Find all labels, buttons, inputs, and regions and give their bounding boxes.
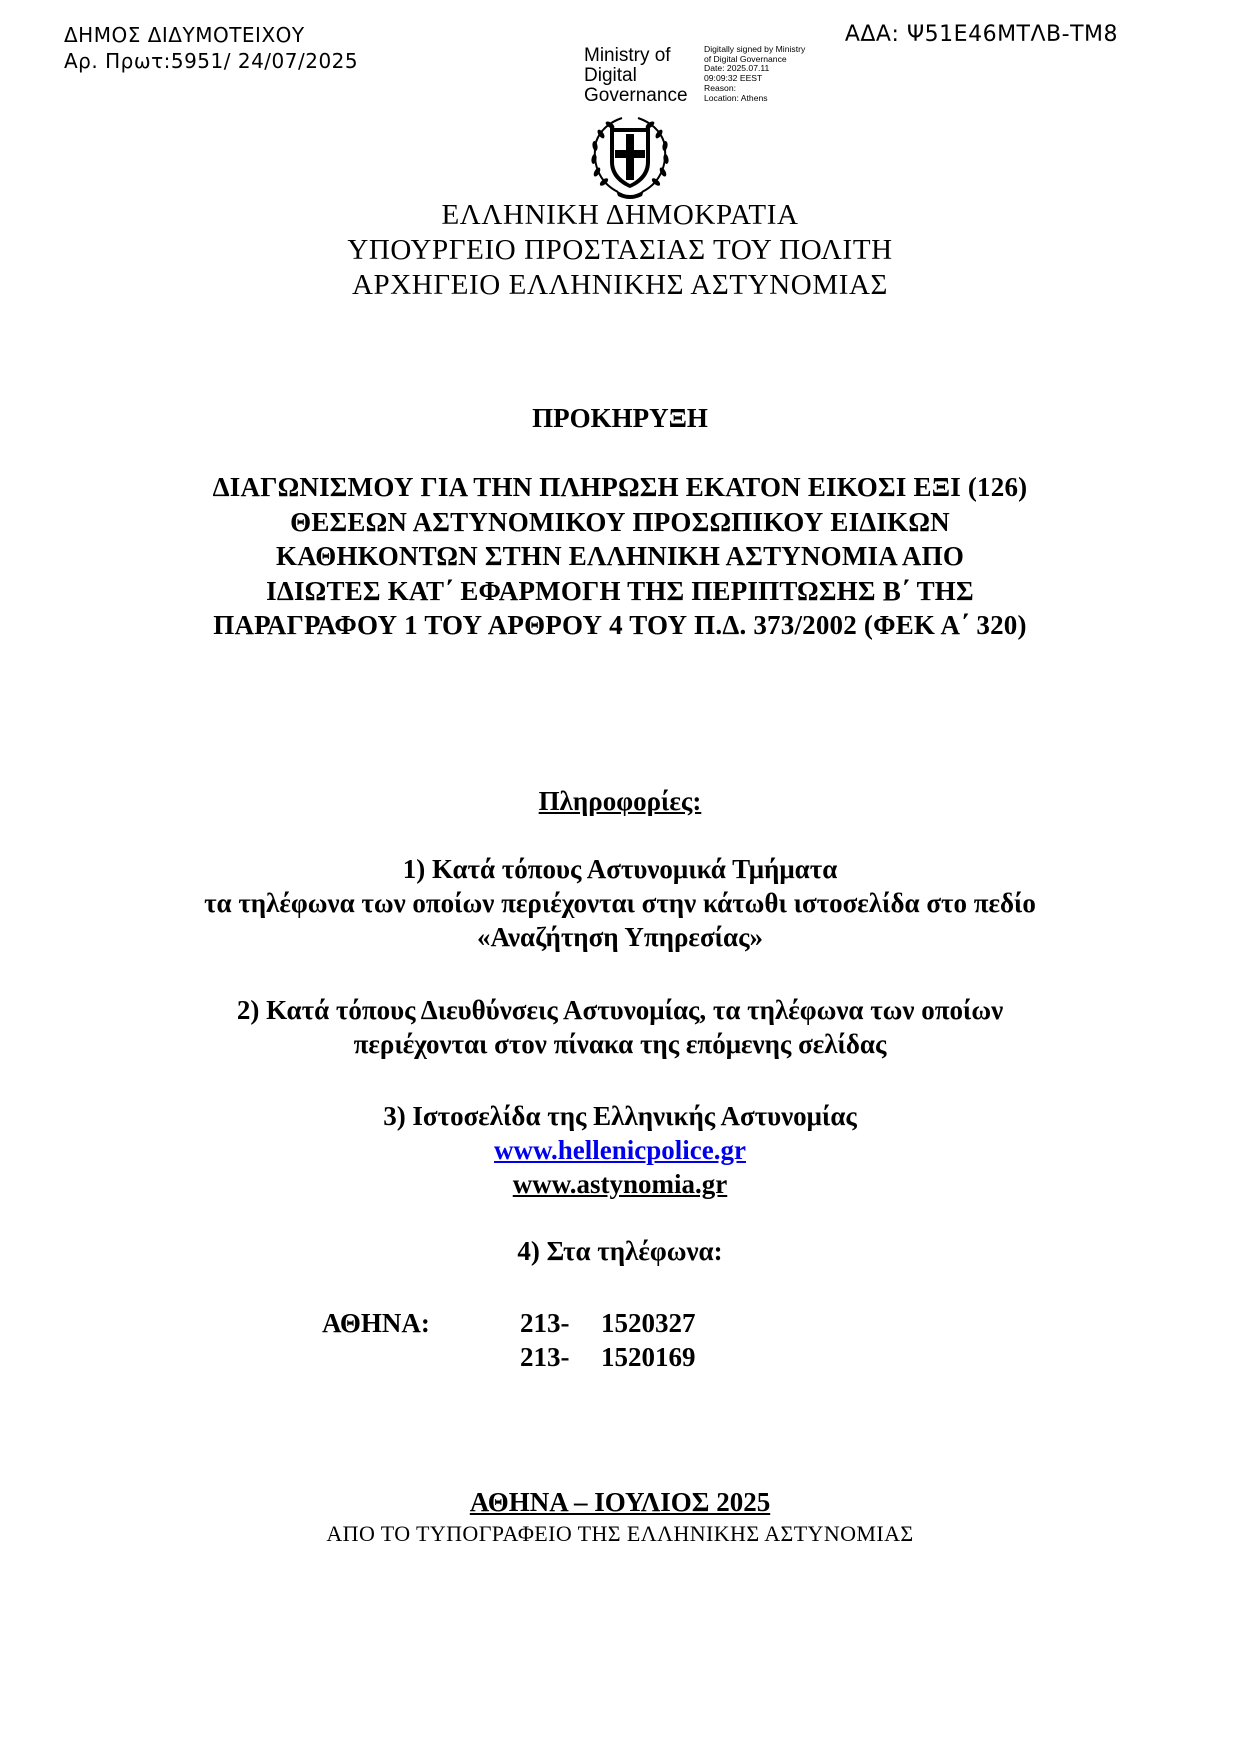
phone-prefix: 213-	[520, 1308, 570, 1338]
document-type-heading: ΠΡΟΚΗΡΥΞΗ	[532, 403, 708, 433]
signature-organization: Ministry of Digital Governance	[584, 45, 688, 106]
protocol-number: Αρ. Πρωτ:5951/ 24/07/2025	[64, 49, 359, 73]
republic-title: ΕΛΛΗΝΙΚΗ ΔΗΜΟΚΡΑΤΙΑ	[441, 199, 799, 231]
information-heading: Πληροφορίες:	[538, 786, 702, 816]
ada-code: ΑΔΑ: Ψ51Ε46ΜΤΛΒ-ΤΜ8	[844, 22, 1118, 47]
document-header-left	[64, 22, 358, 74]
municipality-name: ΔΗΜΟΣ ΔΙΔΥΜΟΤΕΙΧΟΥ	[64, 23, 305, 47]
greek-coat-of-arms-icon	[588, 112, 672, 200]
phone-number: 1520327	[601, 1308, 696, 1338]
issuing-authority	[0, 198, 1240, 303]
phone-city: ΑΘΗΝΑ:	[322, 1308, 430, 1338]
signature-details: Digitally signed by Ministry of Digital Governance Date: 2025.07.11 09:09:32 EEST Reason: Location: Athens	[704, 44, 806, 103]
hellenicpolice-link[interactable]: www.hellenicpolice.gr	[494, 1135, 746, 1165]
info-item-phones-heading: 4) Στα τηλέφωνα:	[517, 1236, 723, 1266]
info-item-police-stations: 1) Κατά τόπους Αστυνομικά Τμήματα τα τηλέφωνα των οποίων περιέχονται στην κάτωθι ιστοσελίδα στο πεδίο «Αναζήτηση Υπηρεσίας»	[204, 854, 1036, 952]
phone-prefix: 213-	[520, 1342, 570, 1372]
footer-place-date: ΑΘΗΝΑ – ΙΟΥΛΙΟΣ 2025	[469, 1487, 771, 1517]
astynomia-link[interactable]: www.astynomia.gr	[512, 1169, 728, 1199]
headquarters-title: ΑΡΧΗΓΕΙΟ ΕΛΛΗΝΙΚΗΣ ΑΣΤΥΝΟΜΙΑΣ	[351, 269, 889, 301]
ministry-title: ΥΠΟΥΡΓΕΙΟ ΠΡΟΣΤΑΣΙΑΣ ΤΟΥ ΠΟΛΙΤΗ	[347, 234, 893, 266]
document-subject: ΔΙΑΓΩΝΙΣΜΟΥ ΓΙΑ ΤΗΝ ΠΛΗΡΩΣΗ ΕΚΑΤΟΝ ΕΙΚΟΣΙ ΕΞΙ (126) ΘΕΣΕΩΝ ΑΣΤΥΝΟΜΙΚΟΥ ΠΡΟΣΩΠΙΚΟΥ ΕΙΔΙΚΩΝ ΚΑΘΗΚΟΝΤΩΝ ΣΤΗΝ ΕΛΛΗΝΙΚΗ ΑΣΤΥΝΟΜΙΑ ΑΠΟ ΙΔΙΩΤΕΣ ΚΑΤ΄ ΕΦΑΡΜΟΓΗ ΤΗΣ ΠΕΡΙΠΤΩΣΗΣ Β΄ ΤΗΣ ΠΑΡΑΓΡΑΦΟΥ 1 ΤΟΥ ΑΡΘΡΟΥ 4 ΤΟΥ Π.Δ. 373/2002 (ΦΕΚ Α΄ 320)	[212, 472, 1028, 640]
digital-signature	[584, 46, 844, 112]
footer-printer: ΑΠΟ ΤΟ ΤΥΠΟΓΡΑΦΕΙΟ ΤΗΣ ΕΛΛΗΝΙΚΗΣ ΑΣΤΥΝΟΜΙΑΣ	[326, 1521, 914, 1546]
info-item-websites: 3) Ιστοσελίδα της Ελληνικής Αστυνομίας www.hellenicpolice.gr www.astynomia.gr	[383, 1101, 857, 1199]
info-item-police-directorates: 2) Κατά τόπους Διευθύνσεις Αστυνομίας, τα τηλέφωνα των οποίων περιέχονται στον πίνακα της επόμενης σελίδας	[236, 995, 1004, 1059]
phone-number: 1520169	[601, 1342, 696, 1372]
